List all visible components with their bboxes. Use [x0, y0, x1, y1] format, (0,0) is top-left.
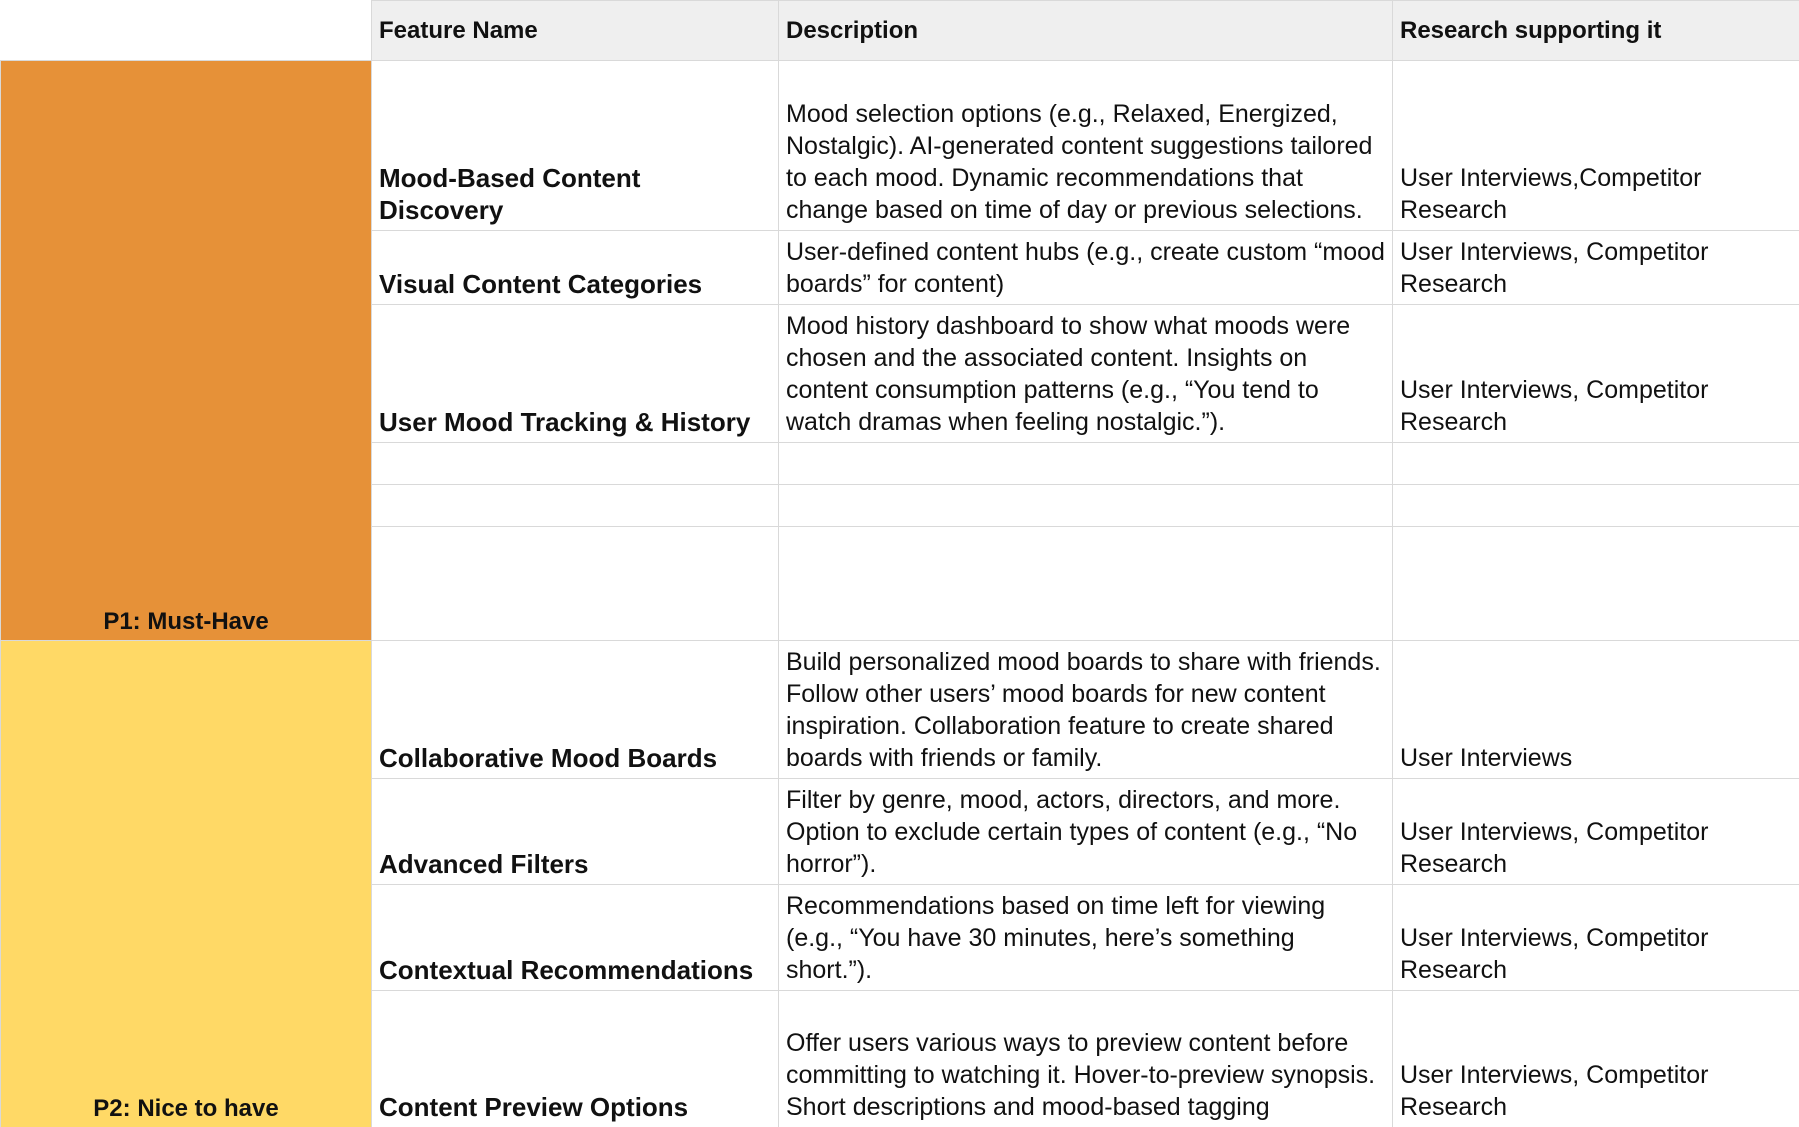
- research-cell[interactable]: User Interviews, Competitor Research: [1393, 231, 1799, 305]
- header-priority-cell[interactable]: [1, 1, 372, 61]
- feature-name-cell[interactable]: Mood-Based Content Discovery: [372, 61, 779, 231]
- feature-name-cell[interactable]: Advanced Filters: [372, 779, 779, 885]
- research-cell[interactable]: [1393, 443, 1799, 485]
- header-feature-name[interactable]: Feature Name: [372, 1, 779, 61]
- feature-name-cell[interactable]: User Mood Tracking & History: [372, 305, 779, 443]
- description-cell[interactable]: Mood history dashboard to show what moods were chosen and the associated content. Insights on content consumption patterns (e.g., “You tend to watch dramas when feeling nostalgic.”).: [779, 305, 1393, 443]
- feature-name-cell[interactable]: [372, 527, 779, 641]
- priority-cell-p1[interactable]: P1: Must-Have: [1, 61, 372, 641]
- description-cell[interactable]: Offer users various ways to preview content before committing to watching it. Hover-to-preview synopsis. Short descriptions and mood-based tagging: [779, 991, 1393, 1127]
- research-cell[interactable]: [1393, 485, 1799, 527]
- description-cell[interactable]: [779, 485, 1393, 527]
- header-research[interactable]: Research supporting it: [1393, 1, 1799, 61]
- research-cell[interactable]: User Interviews, Competitor Research: [1393, 779, 1799, 885]
- header-description[interactable]: Description: [779, 1, 1393, 61]
- description-cell[interactable]: Mood selection options (e.g., Relaxed, Energized, Nostalgic). AI-generated content suggestions tailored to each mood. Dynamic recommendations that change based on time of day or previous selections.: [779, 61, 1393, 231]
- feature-name-cell[interactable]: Collaborative Mood Boards: [372, 641, 779, 779]
- research-cell[interactable]: User Interviews, Competitor Research: [1393, 885, 1799, 991]
- priority-cell-p2[interactable]: P2: Nice to have: [1, 641, 372, 1127]
- research-cell[interactable]: User Interviews: [1393, 641, 1799, 779]
- description-cell[interactable]: [779, 527, 1393, 641]
- feature-name-cell[interactable]: Visual Content Categories: [372, 231, 779, 305]
- research-cell[interactable]: User Interviews,Competitor Research: [1393, 61, 1799, 231]
- feature-name-cell[interactable]: [372, 485, 779, 527]
- feature-name-cell[interactable]: [372, 443, 779, 485]
- research-cell[interactable]: [1393, 527, 1799, 641]
- table-row: [1, 641, 1799, 779]
- description-cell[interactable]: User-defined content hubs (e.g., create custom “mood boards” for content): [779, 231, 1393, 305]
- description-cell[interactable]: Recommendations based on time left for viewing (e.g., “You have 30 minutes, here’s something short.”).: [779, 885, 1393, 991]
- description-cell[interactable]: Filter by genre, mood, actors, directors, and more. Option to exclude certain types of content (e.g., “No horror”).: [779, 779, 1393, 885]
- research-cell[interactable]: User Interviews, Competitor Research: [1393, 991, 1799, 1127]
- table-row: [1, 61, 1799, 231]
- description-cell[interactable]: [779, 443, 1393, 485]
- description-cell[interactable]: Build personalized mood boards to share with friends. Follow other users’ mood boards for new content inspiration. Collaboration feature to create shared boards with friends or family.: [779, 641, 1393, 779]
- feature-name-cell[interactable]: Content Preview Options: [372, 991, 779, 1127]
- research-cell[interactable]: User Interviews, Competitor Research: [1393, 305, 1799, 443]
- feature-name-cell[interactable]: Contextual Recommendations: [372, 885, 779, 991]
- header-row: [1, 1, 1799, 61]
